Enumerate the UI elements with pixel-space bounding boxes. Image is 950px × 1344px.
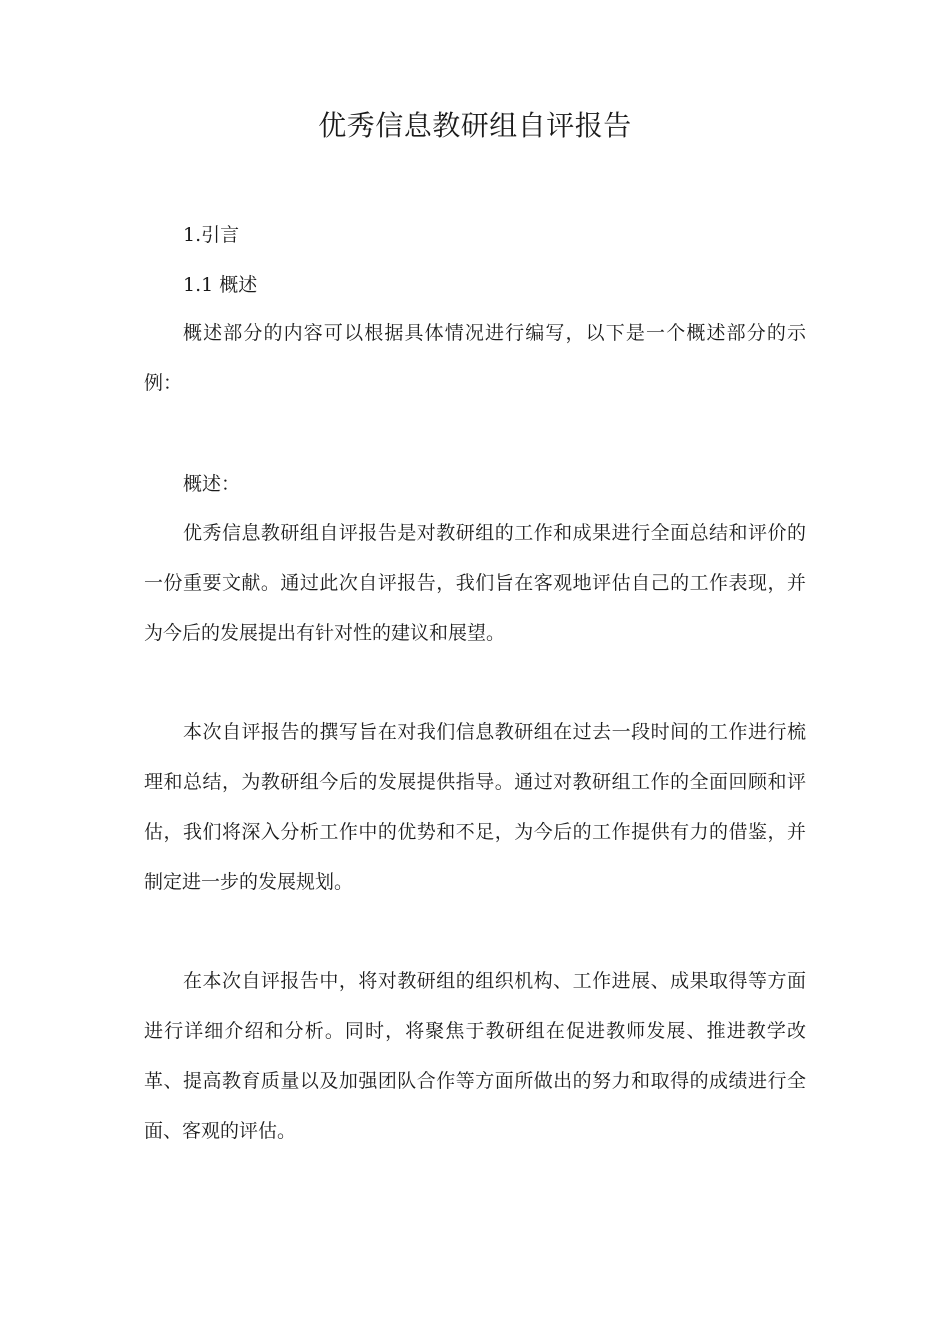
document-title: 优秀信息教研组自评报告 <box>318 109 632 142</box>
intro-paragraph: 概述部分的内容可以根据具体情况进行编写，以下是一个概述部分的示例： <box>144 322 806 394</box>
subsection-heading: 1.1 概述 <box>183 274 258 296</box>
overview-label: 概述： <box>183 473 241 495</box>
body-paragraph-1: 优秀信息教研组自评报告是对教研组的工作和成果进行全面总结和评价的一份重要文献。通过此次自评报告，我们旨在客观地评估自己的工作表现，并为今后的发展提出有针对性的建议和展望。 <box>144 522 806 644</box>
section-heading: 1.引言 <box>183 224 240 246</box>
body-paragraph-3: 在本次自评报告中，将对教研组的组织机构、工作进展、成果取得等方面进行详细介绍和分析。同时，将聚焦于教研组在促进教师发展、推进教学改革、提高教育质量以及加强团队合作等方面所做出的努力和取得的成绩进行全面、客观的评估。 <box>144 970 806 1142</box>
body-paragraph-2: 本次自评报告的撰写旨在对我们信息教研组在过去一段时间的工作进行梳理和总结，为教研组今后的发展提供指导。通过对教研组工作的全面回顾和评估，我们将深入分析工作中的优势和不足，为今后的工作提供有力的借鉴，并制定进一步的发展规划。 <box>144 721 806 893</box>
